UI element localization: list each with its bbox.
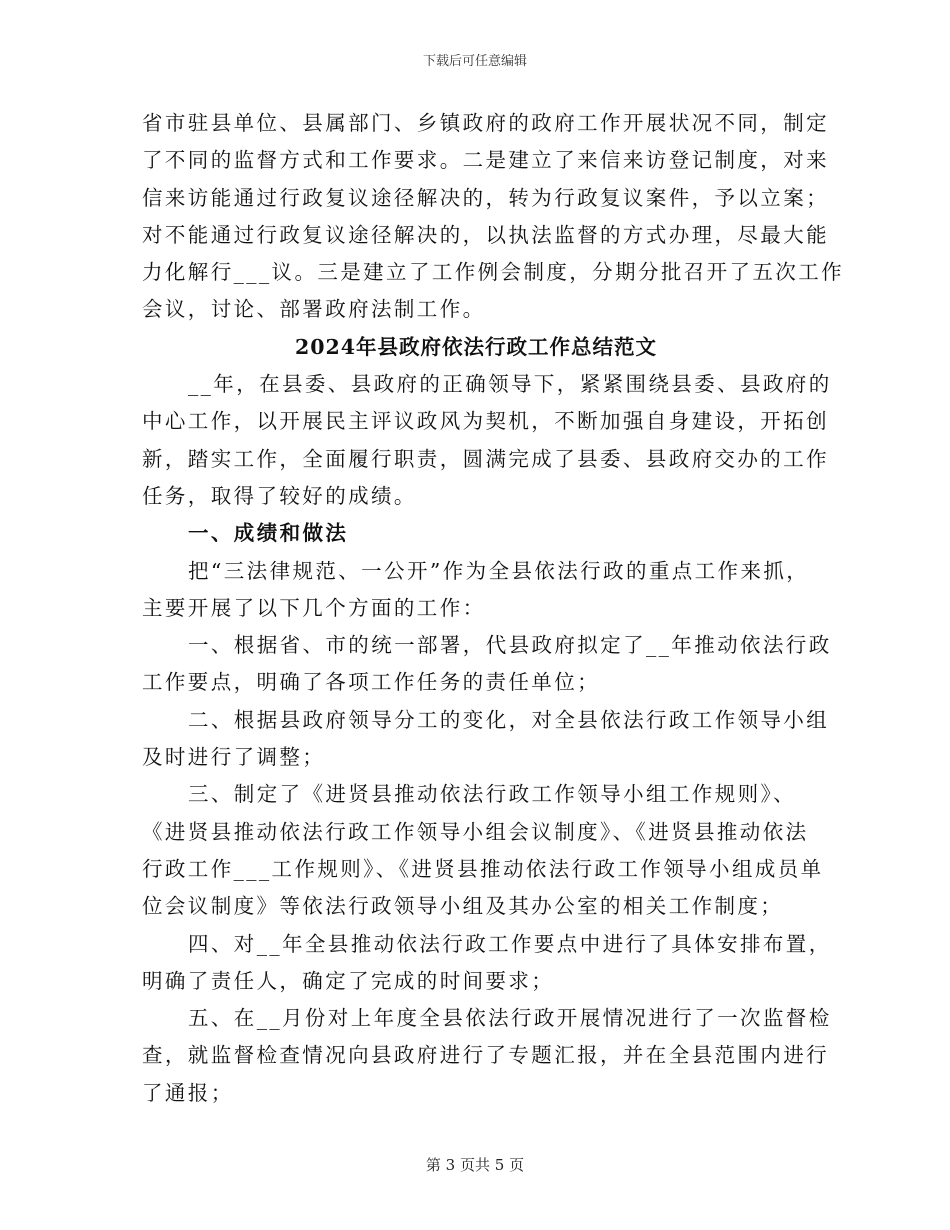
- body-line: 力化解行___议。三是建立了工作例会制度，分期分批召开了五次工作: [142, 260, 845, 285]
- body-line: 二、根据县政府领导分工的变化，对全县依法行政工作领导小组: [188, 707, 830, 732]
- body-line: 三、制定了《进贤县推动依法行政工作领导小组工作规则》、: [188, 782, 797, 807]
- body-line: 了通报；: [142, 1080, 234, 1105]
- body-line: 查，就监督检查情况向县政府进行了专题汇报，并在全县范围内进行: [142, 1043, 829, 1068]
- body-line: 信来访能通过行政复议途径解决的，转为行政复议案件，予以立案；: [142, 185, 829, 210]
- body-line: 行政工作___工作规则》、《进贤县推动依法行政工作领导小组成员单: [142, 856, 824, 881]
- body-line: 位会议制度》等依法行政领导小组及其办公室的相关工作制度；: [142, 894, 784, 919]
- body-line: 会议，讨论、部署政府法制工作。: [142, 297, 486, 322]
- body-line: __年，在县委、县政府的正确领导下，紧紧围绕县委、县政府的: [188, 372, 832, 397]
- body-line: 及时进行了调整；: [142, 745, 326, 770]
- body-line: 了不同的监督方式和工作要求。二是建立了来信来访登记制度，对来: [142, 148, 829, 173]
- body-line: 四、对__年全县推动依法行政工作要点中进行了具体安排布置，: [188, 931, 832, 956]
- body-line: 对不能通过行政复议途径解决的，以执法监督的方式办理，尽最大能: [142, 222, 829, 247]
- body-line: 把“三法律规范、一公开”作为全县依法行政的重点工作来抓，: [188, 558, 810, 583]
- body-line: 明确了责任人，确定了完成的时间要求；: [142, 968, 555, 993]
- body-line: 任务，取得了较好的成绩。: [142, 483, 417, 508]
- page-footer: 第 3 页共 5 页: [425, 1156, 525, 1174]
- body-line: 新，踏实工作，全面履行职责，圆满完成了县委、县政府交办的工作: [142, 446, 829, 471]
- body-line: 工作要点，明确了各项工作任务的责任单位；: [142, 670, 600, 695]
- document-body: [142, 105, 845, 1112]
- body-line: 五、在__月份对上年度全县依法行政开展情况进行了一次监督检: [188, 1006, 832, 1031]
- page-header: 下载后可任意编辑: [422, 54, 527, 69]
- body-line: 省市驻县单位、县属部门、乡镇政府的政府工作开展状况不同，制定: [142, 111, 829, 135]
- body-line: 一、根据省、市的统一部署，代县政府拟定了__年推动依法行政: [188, 633, 832, 658]
- body-line: 主要开展了以下几个方面的工作：: [142, 595, 486, 620]
- section-heading: 一、成绩和做法: [188, 521, 349, 546]
- document-title: 2024年县政府依法行政工作总结范文: [294, 334, 658, 359]
- body-line: 中心工作，以开展民主评议政风为契机，不断加强自身建设，开拓创: [142, 409, 829, 434]
- body-line: 《进贤县推动依法行政工作领导小组会议制度》、《进贤县推动依法: [142, 819, 809, 844]
